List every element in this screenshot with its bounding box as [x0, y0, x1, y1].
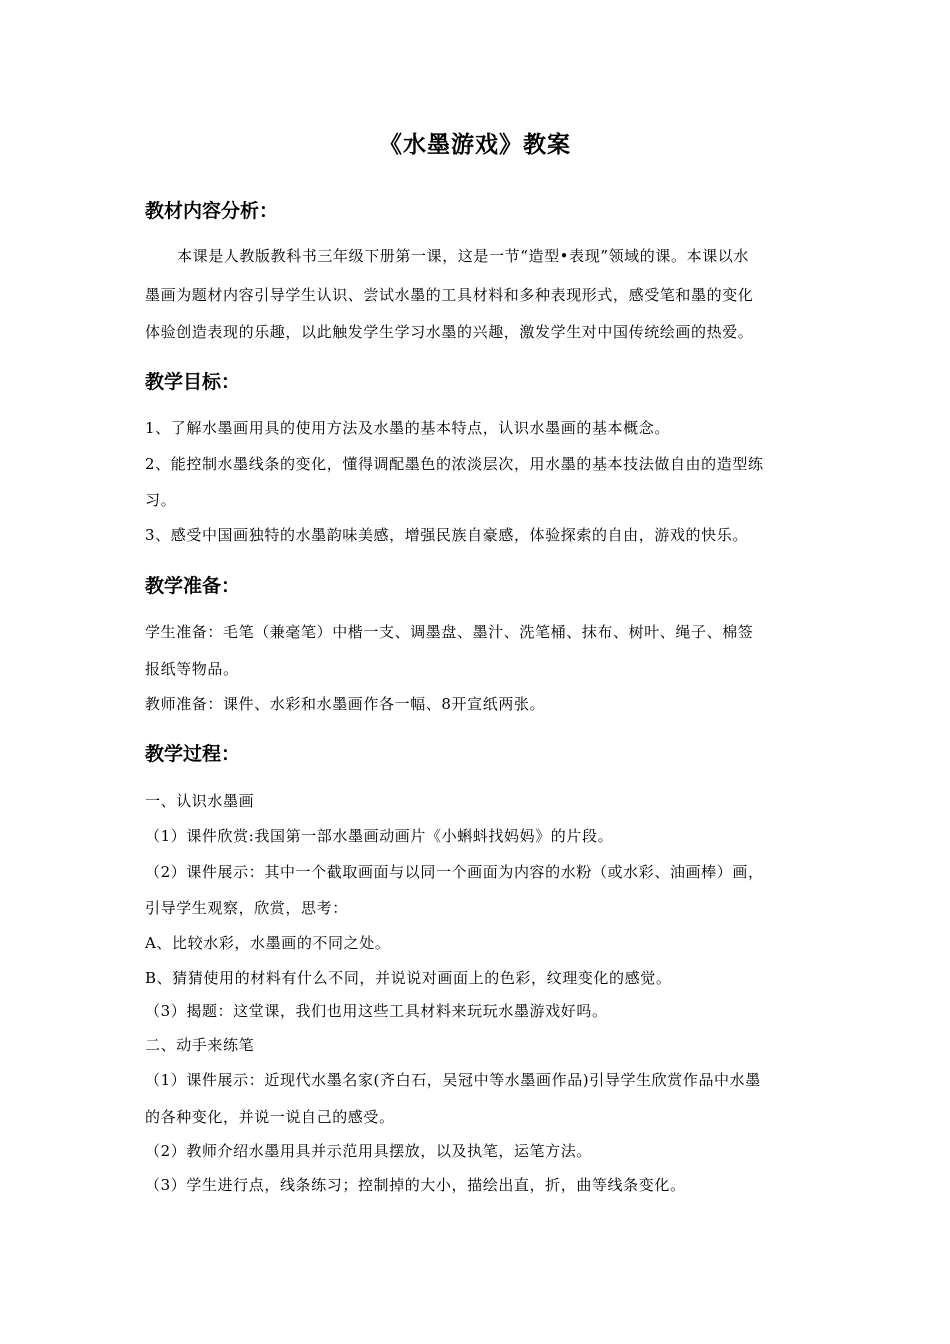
document-title: 《水墨游戏》教案 [379, 132, 571, 158]
preparation-line-3: 教师准备：课件、水彩和水墨画作各一幅、8开宣纸两张。 [145, 695, 546, 713]
process-line-5: A、比较水彩，水墨画的不同之处。 [145, 934, 391, 952]
heading-process: 教学过程： [145, 743, 241, 765]
process-line-12: （3）学生进行点，线条练习；控制掉的大小，描绘出直，折，曲等线条变化。 [145, 1176, 686, 1194]
process-line-2: （1）课件欣赏:我国第一部水墨画动画片《小蝌蚪找妈妈》的片段。 [145, 827, 614, 845]
goals-line-4: 3、感受中国画独特的水墨韵味美感，增强民族自豪感，体验探索的自由，游戏的快乐。 [145, 526, 748, 544]
process-line-8: 二、动手来练笔 [145, 1036, 255, 1054]
heading-goals: 教学目标： [145, 371, 241, 393]
process-line-6: B、猜猜使用的材料有什么不同，并说说对画面上的色彩，纹理变化的感觉。 [145, 969, 672, 987]
heading-analysis: 教材内容分析： [145, 200, 279, 222]
process-line-9: （1）课件展示：近现代水墨名家(齐白石，吴冠中等水墨画作品)引导学生欣赏作品中水墨 [145, 1071, 761, 1089]
process-line-7: （3）揭题：这堂课，我们也用这些工具材料来玩玩水墨游戏好吗。 [145, 1002, 608, 1020]
goals-line-1: 1、了解水墨画用具的使用方法及水墨的基本特点，认识水墨画的基本概念。 [145, 419, 670, 437]
preparation-line-2: 报纸等物品。 [145, 660, 239, 678]
heading-preparation: 教学准备： [145, 575, 241, 597]
preparation-line-1: 学生准备：毛笔（兼毫笔）中楷一支、调墨盘、墨汁、洗笔桶、抹布、树叶、绳子、棉签 [145, 623, 754, 641]
goals-line-2: 2、能控制水墨线条的变化，懂得调配墨色的浓淡层次，用水墨的基本技法做自由的造型练 [145, 455, 764, 473]
process-line-10: 的各种变化，并说一说自己的感受。 [145, 1108, 395, 1126]
process-line-1: 一、认识水墨画 [145, 792, 255, 810]
process-line-3: （2）课件展示：其中一个截取画面与以同一个画面为内容的水粉（或水彩、油画棒）画， [145, 863, 764, 881]
analysis-line-3: 体验创造表现的乐趣，以此触发学生学习水墨的兴趣，激发学生对中国传统绘画的热爱。 [145, 323, 754, 341]
process-line-11: （2）教师介绍水墨用具并示范用具摆放，以及执笔，运笔方法。 [145, 1142, 592, 1160]
goals-line-3: 习。 [145, 491, 177, 509]
analysis-line-1: 本课是人教版教科书三年级下册第一课，这是一节“造型•表现”领域的课。本课以水 [177, 247, 749, 265]
analysis-line-2: 墨画为题材内容引导学生认识、尝试水墨的工具材料和多种表现形式，感受笔和墨的变化 [145, 286, 754, 304]
process-line-4: 引导学生观察，欣赏，思考： [145, 899, 348, 917]
